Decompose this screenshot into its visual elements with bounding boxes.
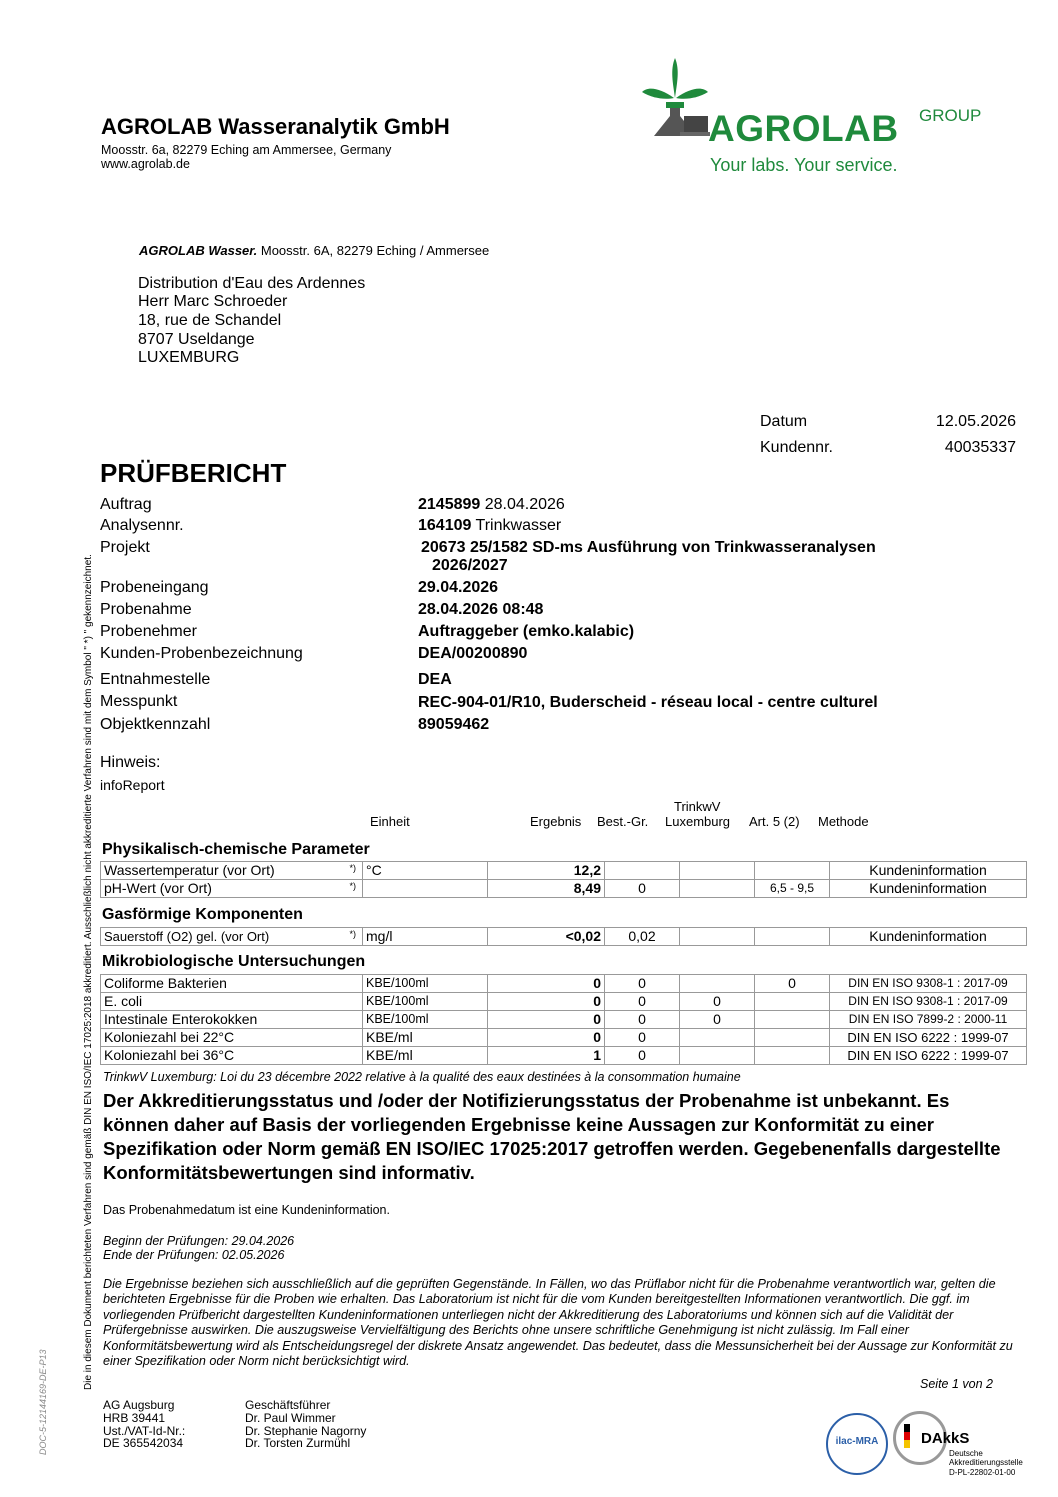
table-row: pH-Wert (vor Ort) *) 8,49 0 6,5 - 9,5 Kundeninformation: [101, 880, 1027, 898]
disclaimer: Die Ergebnisse beziehen sich ausschließlich auf die geprüften Gegenstände. In Fällen, wo das Prüflabor nicht für die Probenahme verantwortlich war, gelten die berichteten Ergebnisse für die Proben wie erhalten. Das Laboratorium ist nicht für die vom Kunden bereitgestellten Informationen verantwortlich. Die ggf. im vorliegenden Prüfbericht dargestellten Kundeninformationen unterliegen nicht der Akkreditierung des Laboratoriums und können sich auf die Validität der Prüfergebnisse auswirken. Die auszugsweise Vervielfältigung des Berichts ohne unsere schriftliche Genehmigung ist nicht zulässig. Im Fall einer Konformitätsbewertung wird als Entscheidungsregel der diskrete Ansatz angewendet. Das bedeutet, dass die Messunsicherheit bei der Aussage zur Konformität zu einer Spezifikation oder Norm nicht berücksichtigt wird.: [103, 1277, 1013, 1369]
ilac-mra-logo-icon: ilac-MRA: [826, 1413, 888, 1475]
analysen-label: Analysennr.: [100, 517, 184, 534]
table-row: Coliforme Bakterien KBE/100ml 0 0 0 DIN EN ISO 9308-1 : 2017-09: [101, 975, 1027, 993]
eingang-label: Probeneingang: [100, 579, 209, 596]
recipient-line-1: Distribution d'Eau des Ardennes: [138, 275, 366, 292]
eingang-value: 29.04.2026: [418, 579, 499, 596]
datum-value: 12.05.2026: [935, 413, 1016, 430]
page-number: Seite 1 von 2: [920, 1377, 993, 1391]
table-phys: [100, 861, 1027, 898]
dakks-sub2: Akkreditierungsstelle: [949, 1458, 1023, 1467]
dakks-label: DAkkS: [921, 1430, 970, 1447]
table-mikro: [100, 974, 1027, 1065]
auftrag-value: 2145899 28.04.2026: [418, 496, 565, 513]
agrolab-logo-icon: [640, 58, 710, 140]
objekt-value: 89059462: [418, 716, 490, 733]
sender-line: [139, 243, 489, 258]
table-row: Koloniezahl bei 36°C KBE/ml 1 0 DIN EN ISO 6222 : 1999-07: [101, 1047, 1027, 1065]
footer-col-registry: AG Augsburg HRB 39441 Ust./VAT-Id-Nr.: DE 365542034: [103, 1398, 186, 1451]
recipient-line-5: LUXEMBURG: [138, 349, 240, 366]
messpunkt-value: REC-904-01/R10, Buderscheid - réseau local - centre culturel: [418, 694, 878, 711]
col-ergebnis: Ergebnis: [530, 814, 582, 829]
table-row: Sauerstoff (O2) gel. (vor Ort) *) mg/l <0,02 0,02 Kundeninformation: [101, 928, 1027, 946]
company-website: www.agrolab.de: [101, 157, 190, 171]
datum-label: Datum: [760, 413, 808, 430]
auftrag-label: Auftrag: [100, 496, 152, 513]
probenahme-label: Probenahme: [100, 601, 192, 618]
col-bestgr: Best.-Gr.: [597, 814, 649, 829]
accreditation-notice: Der Akkreditierungsstatus und /oder der Notifizierungsstatus der Probenahme ist unbekannt. Es können daher auf Basis der vorliegenden Ergebnisse keine Aussagen zur Konformität zu einer Spezifikation oder Norm gemäß EN ISO/IEC 17025:2017 getroffen werden. Gegebenenfalls dargestellte Konformitätsbewertungen sind informativ.: [103, 1090, 1001, 1183]
info-report: infoReport: [100, 777, 165, 793]
col-methode: Methode: [818, 814, 869, 829]
dakks-sub1: Deutsche: [949, 1449, 983, 1458]
table-row: E. coli KBE/100ml 0 0 0 DIN EN ISO 9308-1 : 2017-09: [101, 993, 1027, 1011]
projekt-value-2: 2026/2027: [432, 557, 508, 574]
probenahme-note: Das Probenahmedatum ist eine Kundeninformation.: [103, 1203, 390, 1217]
probenehmer-value: Auftraggeber (emko.kalabic): [418, 623, 635, 640]
logo-wordmark: AGROLAB: [708, 108, 899, 149]
messpunkt-label: Messpunkt: [100, 693, 178, 710]
hinweis-label: Hinweis:: [100, 754, 161, 771]
table-row: Intestinale Enterokokken KBE/100ml 0 0 0 DIN EN ISO 7899-2 : 2000-11: [101, 1011, 1027, 1029]
beginn-pruefungen: Beginn der Prüfungen: 29.04.2026: [103, 1234, 295, 1248]
sender-name: AGROLAB Wasser.: [139, 243, 258, 258]
col-art5: Art. 5 (2): [749, 814, 800, 829]
doc-code: DOC-5-12144169-DE-P13: [38, 1349, 48, 1455]
table-row: Wassertemperatur (vor Ort) *) °C 12,2 Kundeninformation: [101, 862, 1027, 880]
bezeichnung-value: DEA/00200890: [418, 645, 528, 662]
col-luxemburg: Luxemburg: [665, 814, 731, 829]
side-accreditation-text: Die in diesem Dokument berichteten Verfahren sind gemäß DIN EN ISO/IEC 17025:2018 akkreditiert. Ausschließlich nicht akkreditierte Verfahren sind mit dem Symbol " *) " gekennzeichnet.: [83, 554, 94, 1390]
table-row: Koloniezahl bei 22°C KBE/ml 0 0 DIN EN ISO 6222 : 1999-07: [101, 1029, 1027, 1047]
projekt-value-1: 20673 25/1582 SD-ms Ausführung von Trinkwasseranalysen: [421, 539, 876, 556]
table-gas: [100, 927, 1027, 946]
kundennr-label: Kundennr.: [760, 439, 833, 456]
section-gas: Gasförmige Komponenten: [102, 906, 303, 923]
analysen-value: 164109 Trinkwasser: [418, 517, 562, 534]
trinkwv-footnote: TrinkwV Luxemburg: Loi du 23 décembre 2022 relative à la qualité des eaux destinées à la consommation humaine: [103, 1070, 741, 1084]
projekt-label: Projekt: [100, 539, 150, 556]
entnahme-value: DEA: [418, 671, 452, 688]
probenehmer-label: Probenehmer: [100, 623, 197, 640]
objekt-label: Objektkennzahl: [100, 716, 211, 733]
ende-pruefungen: Ende der Prüfungen: 02.05.2026: [103, 1248, 285, 1262]
logo-slogan: Your labs. Your service.: [710, 155, 898, 175]
bezeichnung-label: Kunden-Probenbezeichnung: [100, 645, 303, 662]
kundennr-value: 40035337: [944, 439, 1016, 456]
dakks-id: D-PL-22802-01-00: [949, 1468, 1016, 1477]
col-trinkwv: TrinkwV: [674, 799, 721, 814]
logo-group: GROUP: [919, 106, 982, 125]
page-title: PRÜFBERICHT: [100, 458, 287, 488]
recipient-line-3: 18, rue de Schandel: [138, 312, 282, 329]
company-address: Moosstr. 6a, 82279 Eching am Ammersee, Germany: [101, 143, 392, 157]
section-phys: Physikalisch-chemische Parameter: [102, 841, 370, 858]
col-einheit: Einheit: [370, 814, 410, 829]
section-mikro: Mikrobiologische Untersuchungen: [102, 953, 366, 970]
recipient-line-4: 8707 Useldange: [138, 331, 255, 348]
footer-col-management: Geschäftsführer Dr. Paul Wimmer Dr. Stephanie Nagorny Dr. Torsten Zurmühl: [245, 1398, 367, 1451]
company-name: AGROLAB Wasseranalytik GmbH: [101, 114, 450, 139]
entnahme-label: Entnahmestelle: [100, 671, 211, 688]
recipient-line-2: Herr Marc Schroeder: [138, 293, 288, 310]
sender-address: Moosstr. 6A, 82279 Eching / Ammersee: [260, 243, 490, 258]
probenahme-value: 28.04.2026 08:48: [418, 601, 544, 618]
